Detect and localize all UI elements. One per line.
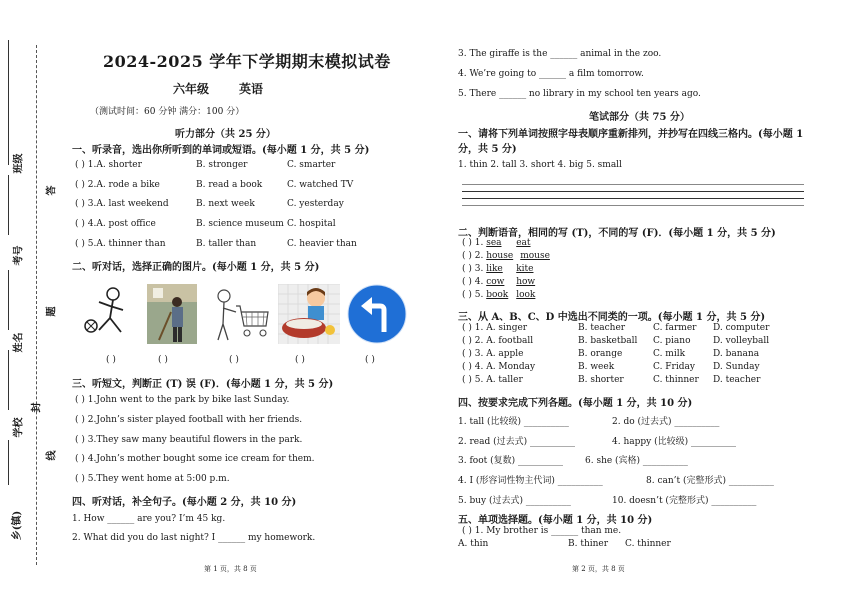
odd-one-out-item: C. milk — [653, 349, 686, 359]
four-line-grid — [462, 198, 804, 199]
phonics-item: ( ) 1. sea eat — [462, 238, 531, 248]
mc-option: B. thiner — [568, 539, 609, 549]
odd-one-out-item: B. basketball — [578, 336, 638, 346]
seal-mark: 封 — [31, 402, 43, 413]
phonics-word: book — [486, 290, 509, 300]
phonics-word: eat — [516, 238, 531, 248]
odd-one-out-item: ( ) 3. A. apple — [462, 349, 524, 359]
seal-mark: 答 — [46, 185, 58, 196]
choice-item: C. heavier than — [287, 239, 357, 249]
phonics-word: kite — [516, 264, 534, 274]
section-heading: 四、按要求完成下列各题。(每小题 1 分，共 10 分) — [458, 398, 693, 409]
word-form-item: 6. she (宾格) __________ — [585, 456, 688, 466]
seal-mark: 线 — [46, 450, 58, 461]
choice-item: ( ) 3.A. last weekend — [75, 199, 169, 209]
section-heading: 二、听对话，选择正确的图片。(每小题 1 分，共 5 分) — [72, 262, 320, 273]
label-class: 班级 — [13, 153, 25, 174]
section-heading: 一、请将下列单词按照字母表顺序重新排列，并抄写在四线三格内。(每小题 1 — [458, 129, 804, 140]
word-list: 1. thin 2. tall 3. short 4. big 5. small — [458, 160, 622, 170]
true-false-item: ( ) 2.John’s sister played football with her friends. — [75, 415, 303, 425]
picture-answer-blank: ( ) — [295, 355, 305, 365]
choice-item: B. stronger — [196, 160, 248, 170]
woman-cleaning-picture — [147, 284, 197, 344]
exam-title: 2024-2025 学年下学期期末模拟试卷 — [103, 52, 391, 71]
page-footer: 第 1 页，共 8 页 — [204, 565, 257, 573]
fill-in-item: 5. There ______ no library in my school ten years ago. — [458, 89, 701, 99]
section-heading: 一、听录音，选出你所听到的单词或短语。(每小题 1 分，共 5 分) — [72, 145, 370, 156]
binding-line — [8, 270, 9, 330]
mc-option: C. thinner — [625, 539, 671, 549]
fill-in-item: 3. The giraffe is the ______ animal in the zoo. — [458, 49, 662, 59]
picture-answer-blank: ( ) — [365, 355, 375, 365]
binding-line — [8, 40, 9, 165]
odd-one-out-item: C. piano — [653, 336, 691, 346]
true-false-item: ( ) 5.They went home at 5:00 p.m. — [75, 474, 230, 484]
phonics-word: mouse — [520, 251, 550, 261]
word-form-item: 3. foot (复数) __________ — [458, 456, 563, 466]
word-form-item: 5. buy (过去式) __________ — [458, 496, 571, 506]
binding-line — [8, 175, 9, 235]
picture-answer-blank: ( ) — [229, 355, 239, 365]
binding-margin — [0, 0, 58, 607]
phonics-item: ( ) 5. book look — [462, 290, 536, 300]
picture-answer-blank: ( ) — [158, 355, 168, 365]
choice-item: C. watched TV — [287, 180, 354, 190]
phonics-word: cow — [486, 277, 505, 287]
label-exam-number: 考号 — [13, 245, 25, 266]
fill-in-item: 1. How ______ are you? I’m 45 kg. — [72, 514, 226, 524]
true-false-item: ( ) 4.John’s mother bought some ice cream for them. — [75, 454, 315, 464]
label-name: 姓名 — [13, 332, 25, 353]
odd-one-out-item: C. thinner — [653, 375, 699, 385]
mc-question: ( ) 1. My brother is ______ than me. — [462, 526, 622, 536]
time-info: （测试时间：60 分钟 满分：100 分） — [90, 107, 245, 117]
choice-item: ( ) 2.A. rode a bike — [75, 180, 160, 190]
fill-in-item: 2. What did you do last night? I ______ my homework. — [72, 533, 316, 543]
odd-one-out-item: D. banana — [713, 349, 760, 359]
label-town: 乡(镇) — [12, 510, 24, 541]
phonics-word: house — [486, 251, 514, 261]
odd-one-out-item: D. Sunday — [713, 362, 760, 372]
odd-one-out-item: D. computer — [713, 323, 770, 333]
woman-shopping-cart-picture — [210, 284, 272, 344]
odd-one-out-item: B. shorter — [578, 375, 624, 385]
binding-line — [8, 440, 9, 485]
odd-one-out-item: ( ) 5. A. taller — [462, 375, 523, 385]
choice-item: B. science museum — [196, 219, 284, 229]
section-heading: 三、从 A、B、C、D 中选出不同类的一项。(每小题 1 分，共 5 分) — [458, 312, 766, 323]
odd-one-out-item: ( ) 2. A. football — [462, 336, 534, 346]
choice-item: C. yesterday — [287, 199, 344, 209]
section-heading: 五、单项选择题。(每小题 1 分，共 10 分) — [458, 515, 653, 526]
section-heading-cont: 分，共 5 分) — [458, 144, 517, 155]
true-false-item: ( ) 3.They saw many beautiful flowers in the park. — [75, 435, 303, 445]
writing-header: 笔试部分（共 75 分） — [589, 112, 690, 123]
choice-item: ( ) 1.A. shorter — [75, 160, 142, 170]
turn-left-sign-icon — [346, 284, 408, 344]
phonics-item: ( ) 3. like kite — [462, 264, 534, 274]
picture-answer-blank: ( ) — [106, 355, 116, 365]
word-form-item: 4. happy (比较级) __________ — [612, 437, 736, 447]
page-footer: 第 2 页，共 8 页 — [572, 565, 625, 573]
odd-one-out-item: B. week — [578, 362, 615, 372]
boy-playing-football-picture — [77, 284, 139, 344]
word-form-item: 8. can’t (完整形式) __________ — [646, 476, 774, 486]
choice-item: C. smarter — [287, 160, 336, 170]
odd-one-out-item: ( ) 1. A. singer — [462, 323, 528, 333]
section-heading: 三、听短文，判断正 (T) 误 (F)．(每小题 1 分，共 5 分) — [72, 379, 334, 390]
choice-item: B. next week — [196, 199, 255, 209]
seal-mark: 题 — [46, 306, 58, 317]
odd-one-out-item: C. farmer — [653, 323, 697, 333]
phonics-word: sea — [486, 238, 502, 248]
word-form-item: 1. tall (比较级) __________ — [458, 417, 569, 427]
choice-item: ( ) 4.A. post office — [75, 219, 156, 229]
phonics-word: like — [486, 264, 503, 274]
word-form-item: 10. doesn’t (完整形式) __________ — [612, 496, 757, 506]
word-form-item: 2. do (过去式) __________ — [612, 417, 720, 427]
listening-header: 听力部分（共 25 分） — [175, 129, 276, 140]
odd-one-out-item: D. teacher — [713, 375, 761, 385]
choice-item: C. hospital — [287, 219, 336, 229]
choice-item: B. taller than — [196, 239, 257, 249]
binding-line — [8, 350, 9, 410]
choice-item: B. read a book — [196, 180, 263, 190]
phonics-word: how — [516, 277, 536, 287]
subject-label: 英语 — [239, 82, 264, 96]
four-line-grid — [462, 184, 804, 185]
phonics-item: ( ) 2. house mouse — [462, 251, 550, 261]
four-line-grid — [462, 191, 804, 192]
fill-in-item: 4. We’re going to ______ a film tomorrow. — [458, 69, 644, 79]
odd-one-out-item: B. teacher — [578, 323, 626, 333]
section-heading: 四、听对话，补全句子。(每小题 2 分，共 10 分) — [72, 497, 297, 508]
odd-one-out-item: D. volleyball — [713, 336, 770, 346]
boy-washing-clothes-picture — [278, 284, 340, 344]
label-school: 学校 — [13, 417, 25, 438]
phonics-word: look — [516, 290, 536, 300]
odd-one-out-item: C. Friday — [653, 362, 695, 372]
choice-item: ( ) 5.A. thinner than — [75, 239, 166, 249]
word-form-item: 4. I (形容词性物主代词) __________ — [458, 476, 603, 486]
four-line-grid — [462, 205, 804, 206]
odd-one-out-item: B. orange — [578, 349, 623, 359]
odd-one-out-item: ( ) 4. A. Monday — [462, 362, 536, 372]
seal-dashed-line — [36, 45, 37, 565]
true-false-item: ( ) 1.John went to the park by bike last Sunday. — [75, 395, 290, 405]
grade-label: 六年级 — [173, 82, 210, 96]
mc-option: A. thin — [458, 539, 489, 549]
phonics-item: ( ) 4. cow how — [462, 277, 536, 287]
section-heading: 二、判断语音，相同的写 (T)，不同的写 (F)．(每小题 1 分，共 5 分) — [458, 228, 776, 239]
word-form-item: 2. read (过去式) __________ — [458, 437, 575, 447]
